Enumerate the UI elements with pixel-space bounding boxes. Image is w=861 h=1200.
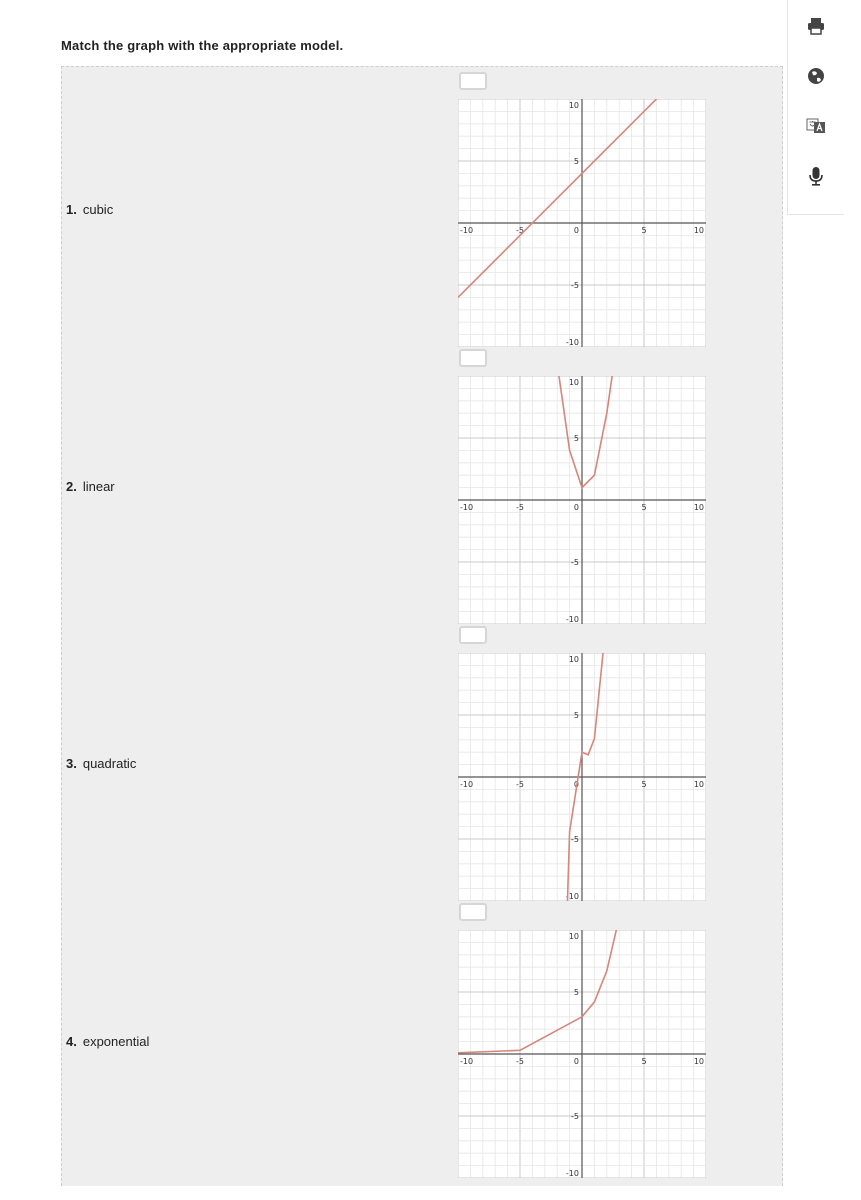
answer-input-3[interactable] [459,626,487,644]
read-aloud-button[interactable] [802,162,830,190]
y-tick-label: -5 [571,835,579,844]
item-label: cubic [82,202,114,217]
chart-svg [458,376,706,624]
x-tick-label: 10 [693,226,704,235]
item-number: 4. [66,1034,77,1049]
instruction-text: Match the graph with the appropriate model. [61,38,344,53]
y-tick-label: -5 [571,281,579,290]
x-tick-label: 5 [641,226,647,235]
item-label: quadratic [82,756,137,771]
item-label: exponential [82,1034,150,1049]
y-tick-label: 5 [573,157,579,166]
x-tick-label: -5 [516,503,524,512]
x-tick-label: 10 [693,1057,704,1066]
printer-icon [806,16,826,36]
y-tick-label: -5 [571,558,579,567]
x-tick-label: 0 [573,1057,579,1066]
graph-1 [458,99,706,347]
item-number: 3. [66,756,77,771]
tool-sidebar [787,0,844,215]
x-tick-label: 10 [693,780,704,789]
x-tick-label: 10 [693,503,704,512]
item-label: linear [82,479,115,494]
x-tick-label: 5 [641,503,647,512]
microphone-icon [806,165,826,187]
chart-svg [458,653,706,901]
globe-button[interactable] [802,62,830,90]
y-tick-label: -10 [565,892,579,901]
item-number: 2. [66,479,77,494]
y-tick-label: -10 [565,338,579,347]
y-tick-label: 5 [573,988,579,997]
item-number: 1. [66,202,77,217]
y-tick-label: 10 [568,378,579,387]
x-tick-label: 0 [573,503,579,512]
x-tick-label: -5 [516,226,524,235]
y-tick-label: 5 [573,434,579,443]
answer-input-2[interactable] [459,349,487,367]
print-button[interactable] [802,12,830,40]
y-tick-label: -10 [565,615,579,624]
y-tick-label: -10 [565,1169,579,1178]
answer-input-1[interactable] [459,72,487,90]
function-curve-quadratic [557,376,619,488]
y-tick-label: 5 [573,711,579,720]
item-exponential [66,1034,149,1049]
x-tick-label: -10 [460,503,474,512]
x-tick-label: -10 [460,780,474,789]
item-linear [66,479,115,494]
chart-svg [458,99,706,347]
graph-3 [458,653,706,901]
y-tick-label: 10 [568,932,579,941]
globe-icon [806,66,826,86]
translate-icon [805,116,827,136]
graph-2 [458,376,706,624]
item-quadratic [66,756,136,771]
y-tick-label: 10 [568,655,579,664]
chart-svg [458,930,706,1178]
x-tick-label: -5 [516,1057,524,1066]
x-tick-label: 0 [573,780,579,789]
x-tick-label: -5 [516,780,524,789]
answer-input-4[interactable] [459,903,487,921]
item-cubic [66,202,113,217]
x-tick-label: 5 [641,1057,647,1066]
graph-4 [458,930,706,1178]
x-tick-label: 5 [641,780,647,789]
y-tick-label: 10 [568,101,579,110]
x-tick-label: 0 [573,226,579,235]
function-curve-exponential [458,930,619,1053]
y-tick-label: -5 [571,1112,579,1121]
translate-button[interactable] [802,112,830,140]
x-tick-label: -10 [460,226,474,235]
x-tick-label: -10 [460,1057,474,1066]
